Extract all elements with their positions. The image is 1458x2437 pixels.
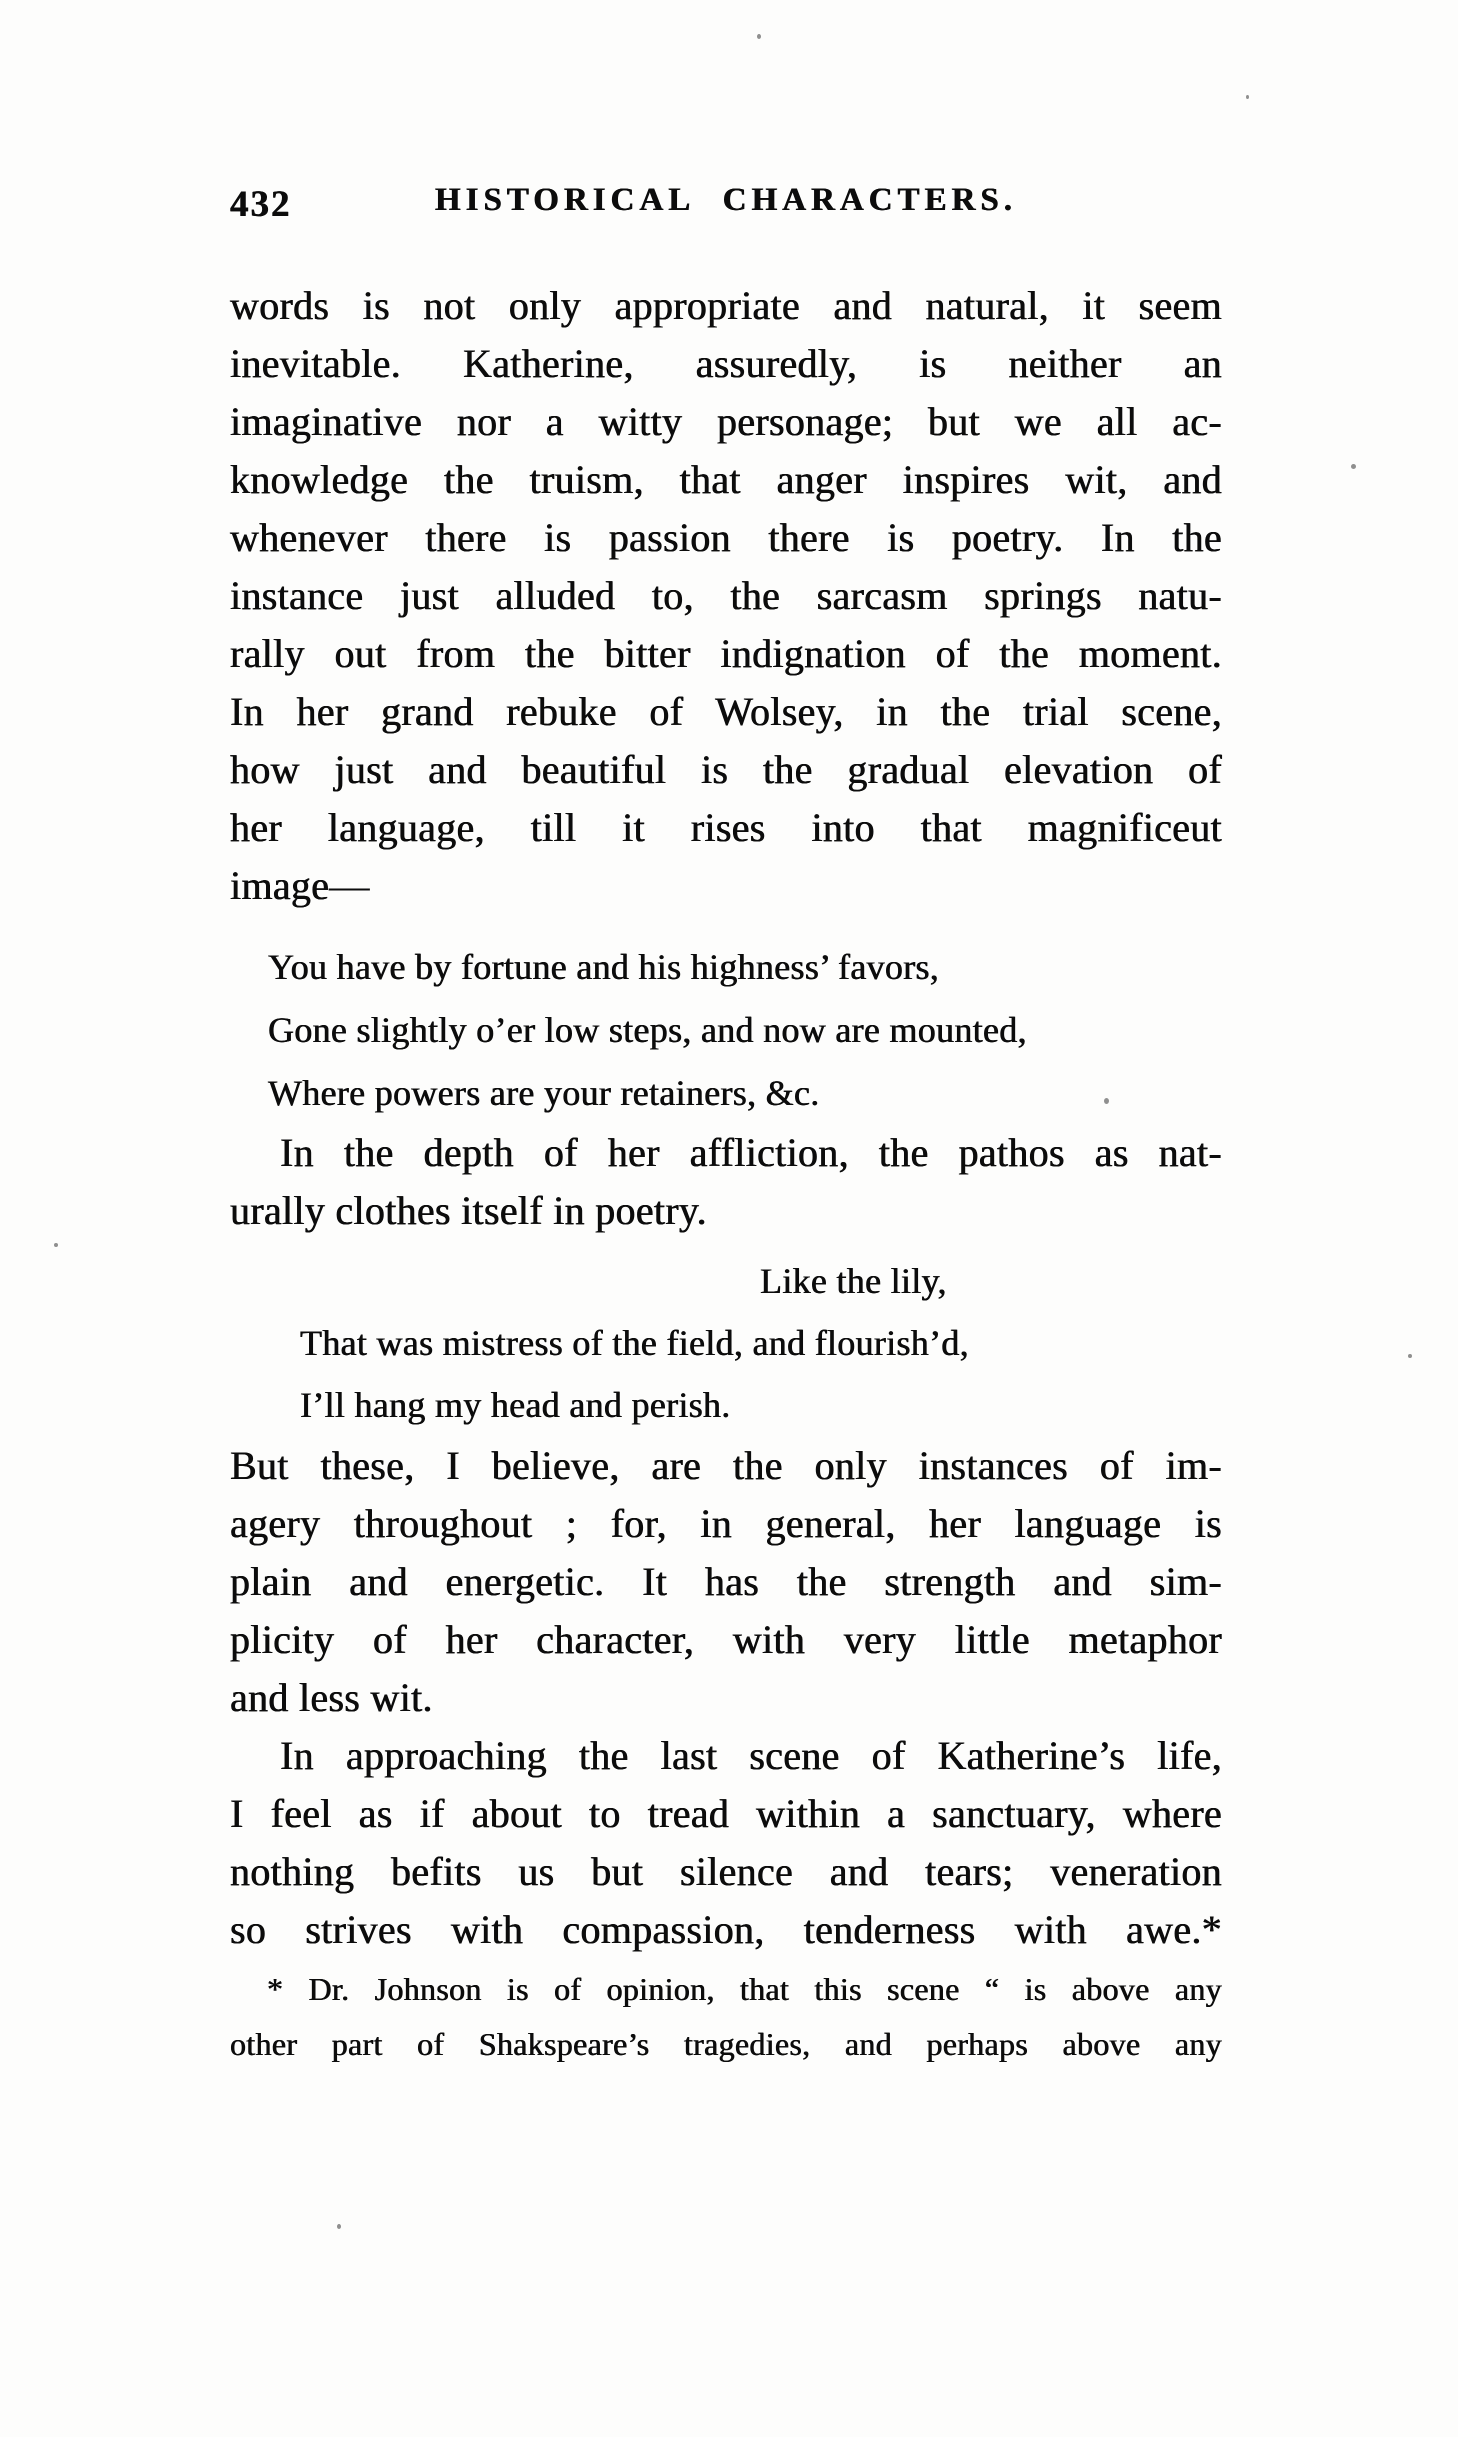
text-line: plain and energetic. It has the strength and sim- bbox=[230, 1559, 1222, 1604]
running-header bbox=[230, 182, 1222, 226]
text-line: But these, I believe, are the only instances of im- bbox=[230, 1443, 1222, 1488]
scan-speck bbox=[54, 1243, 58, 1247]
text-line: how just and beautiful is the gradual elevation of bbox=[230, 747, 1222, 792]
scan-speck bbox=[757, 34, 761, 39]
footnote-line: other part of Shakspeare’s tragedies, and perhaps above any bbox=[230, 2026, 1222, 2062]
verse-line: Gone slightly o’er low steps, and now are mounted, bbox=[268, 1010, 1027, 1050]
text-line: words is not only appropriate and natural, it seem bbox=[230, 283, 1222, 328]
text-line: so strives with compassion, tenderness with awe.* bbox=[230, 1907, 1222, 1952]
scan-speck bbox=[1351, 464, 1356, 469]
verse-line: I’ll hang my head and perish. bbox=[300, 1385, 731, 1425]
text-line: image— bbox=[230, 863, 370, 908]
text-line: her language, till it rises into that magnificeut bbox=[230, 805, 1222, 850]
text-line: whenever there is passion there is poetry. In the bbox=[230, 515, 1222, 560]
text-line: imaginative nor a witty personage; but we all ac- bbox=[230, 399, 1222, 444]
text-line: inevitable. Katherine, assuredly, is neither an bbox=[230, 341, 1222, 386]
scan-speck bbox=[1246, 95, 1249, 99]
verse-quotation-2 bbox=[230, 1250, 1222, 1436]
paragraph-3 bbox=[230, 1437, 1222, 1727]
running-title: HISTORICAL CHARACTERS. bbox=[434, 182, 1017, 218]
text-line: urally clothes itself in poetry. bbox=[230, 1188, 707, 1233]
text-line: knowledge the truism, that anger inspires wit, and bbox=[230, 457, 1222, 502]
verse-quotation-1 bbox=[230, 936, 1222, 1125]
verse-line: You have by fortune and his highness’ favors, bbox=[268, 947, 940, 987]
page-number: 432 bbox=[230, 184, 292, 225]
text-line: instance just alluded to, the sarcasm springs natu- bbox=[230, 573, 1222, 618]
text-line: and less wit. bbox=[230, 1675, 433, 1720]
scan-speck bbox=[1408, 1354, 1412, 1358]
text-line: I feel as if about to tread within a sanctuary, where bbox=[230, 1791, 1222, 1836]
scan-speck bbox=[337, 2224, 341, 2229]
verse-line: Where powers are your retainers, &c. bbox=[268, 1073, 820, 1113]
text-line: In the depth of her affliction, the pathos as nat- bbox=[280, 1130, 1222, 1175]
text-line: rally out from the bitter indignation of the moment. bbox=[230, 631, 1222, 676]
scan-speck bbox=[1104, 1098, 1109, 1104]
text-line: nothing befits us but silence and tears; veneration bbox=[230, 1849, 1222, 1894]
text-line: plicity of her character, with very little metaphor bbox=[230, 1617, 1222, 1662]
footnote bbox=[230, 1962, 1222, 2072]
text-line: In approaching the last scene of Katherine’s life, bbox=[280, 1733, 1222, 1778]
paragraph-4 bbox=[230, 1727, 1222, 1959]
paragraph-2 bbox=[230, 1124, 1222, 1240]
text-line: In her grand rebuke of Wolsey, in the trial scene, bbox=[230, 689, 1222, 734]
paragraph-1 bbox=[230, 277, 1222, 915]
text-line: agery throughout ; for, in general, her language is bbox=[230, 1501, 1222, 1546]
verse-line: That was mistress of the field, and flourish’d, bbox=[300, 1323, 969, 1363]
footnote-line: * Dr. Johnson is of opinion, that this scene “ is above any bbox=[267, 1971, 1222, 2007]
verse-line: Like the lily, bbox=[760, 1261, 947, 1301]
